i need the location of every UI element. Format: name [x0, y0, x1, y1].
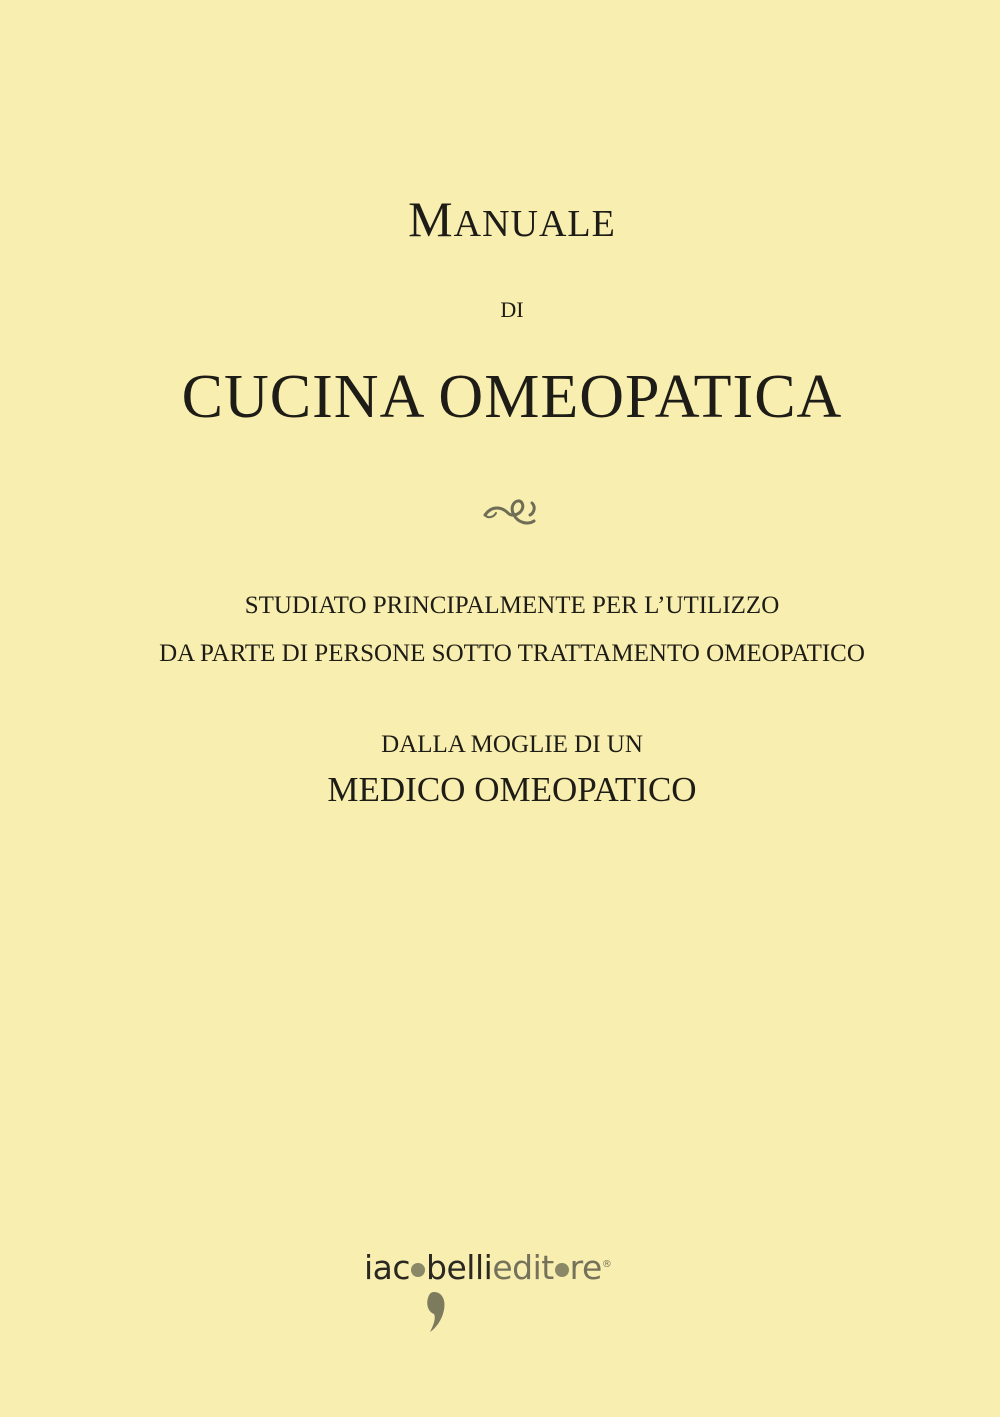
- publisher-logo: [364, 1248, 611, 1287]
- title-main: CUCINA OMEOPATICA: [181, 363, 843, 431]
- publisher-comma-icon: [424, 1290, 448, 1334]
- title-manuale: [12, 190, 1000, 248]
- title-rest: ANUALE: [453, 203, 616, 245]
- registered-mark: ®: [601, 1259, 612, 1270]
- author-line-1: DALLA MOGLIE DI UN: [381, 731, 643, 758]
- logo-part: belli: [426, 1248, 493, 1287]
- ornament-flourish-icon: [480, 495, 542, 531]
- title-initial: M: [408, 191, 454, 247]
- logo-dot: [555, 1263, 569, 1277]
- logo-part: iac: [364, 1248, 411, 1287]
- subtitle-line-1: STUDIATO PRINCIPALMENTE PER L’UTILIZZO: [244, 592, 780, 619]
- logo-part: re: [569, 1248, 602, 1287]
- author-line-2: MEDICO OMEOPATICO: [327, 770, 697, 809]
- logo-part: edit: [492, 1248, 554, 1287]
- title-di: DI: [500, 297, 524, 322]
- subtitle-line-2: DA PARTE DI PERSONE SOTTO TRATTAMENTO OMEOPATICO: [159, 640, 865, 667]
- logo-dot: [411, 1263, 425, 1277]
